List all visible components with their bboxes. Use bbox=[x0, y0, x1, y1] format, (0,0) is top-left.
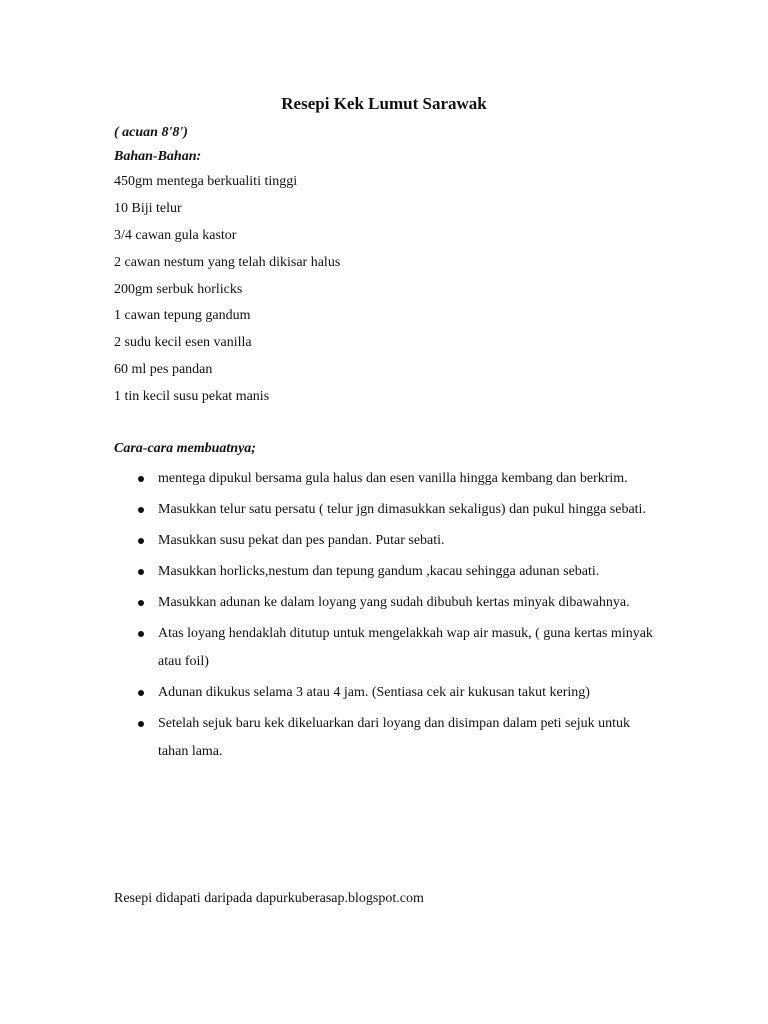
method-step bbox=[158, 527, 658, 555]
pan-size-note: ( acuan 8'8') bbox=[114, 125, 188, 140]
bullet-icon bbox=[138, 690, 144, 696]
bullet-icon bbox=[138, 721, 144, 727]
method-heading: Cara-cara membuatnya; bbox=[114, 441, 256, 456]
ingredient-item: 1 cawan tepung gandum bbox=[114, 308, 251, 324]
ingredient-item: 2 sudu kecil esen vanilla bbox=[114, 335, 252, 351]
ingredient-item: 1 tin kecil susu pekat manis bbox=[114, 389, 270, 405]
ingredients-list bbox=[114, 172, 340, 414]
bullet-icon bbox=[138, 569, 144, 575]
ingredient-item: 10 Biji telur bbox=[114, 200, 182, 216]
recipe-title: Resepi Kek Lumut Sarawak bbox=[281, 94, 487, 113]
ingredient-item: 60 ml pes pandan bbox=[114, 362, 213, 378]
step-text: Masukkan horlicks,nestum dan tepung gandum ,kacau sehingga adunan sebati. bbox=[158, 564, 600, 579]
ingredient-item: 3/4 cawan gula kastor bbox=[114, 227, 237, 243]
step-text: Atas loyang hendaklah ditutup untuk mengelakkah wap air masuk, ( guna kertas minyak atau foil) bbox=[158, 626, 653, 669]
step-text: mentega dipukul bersama gula halus dan esen vanilla hingga kembang dan berkrim. bbox=[158, 471, 628, 486]
bullet-icon bbox=[138, 538, 144, 544]
method-step bbox=[158, 558, 658, 586]
method-step bbox=[158, 589, 658, 617]
method-step bbox=[158, 496, 658, 524]
bullet-icon bbox=[138, 476, 144, 482]
method-steps-list bbox=[158, 465, 658, 769]
step-text: Masukkan telur satu persatu ( telur jgn dimasukkan sekaligus) dan pukul hingga sebati. bbox=[158, 502, 646, 517]
method-step bbox=[158, 710, 658, 766]
bullet-icon bbox=[138, 600, 144, 606]
source-credit: Resepi didapati daripada dapurkuberasap.blogspot.com bbox=[114, 891, 424, 906]
step-text: Setelah sejuk baru kek dikeluarkan dari loyang dan disimpan dalam peti sejuk untuk tahan lama. bbox=[158, 716, 630, 759]
step-text: Adunan dikukus selama 3 atau 4 jam. (Sentiasa cek air kukusan takut kering) bbox=[158, 685, 590, 700]
bullet-icon bbox=[138, 507, 144, 513]
ingredient-item: 200gm serbuk horlicks bbox=[114, 281, 243, 297]
step-text: Masukkan susu pekat dan pes pandan. Putar sebati. bbox=[158, 533, 445, 548]
method-step bbox=[158, 679, 658, 707]
method-step bbox=[158, 465, 658, 493]
ingredient-item: 2 cawan nestum yang telah dikisar halus bbox=[114, 254, 341, 270]
ingredients-heading: Bahan-Bahan: bbox=[114, 149, 202, 164]
step-text: Masukkan adunan ke dalam loyang yang sudah dibubuh kertas minyak dibawahnya. bbox=[158, 595, 630, 610]
ingredient-item: 450gm mentega berkualiti tinggi bbox=[114, 174, 298, 189]
bullet-icon bbox=[138, 631, 144, 637]
method-step bbox=[158, 620, 658, 676]
